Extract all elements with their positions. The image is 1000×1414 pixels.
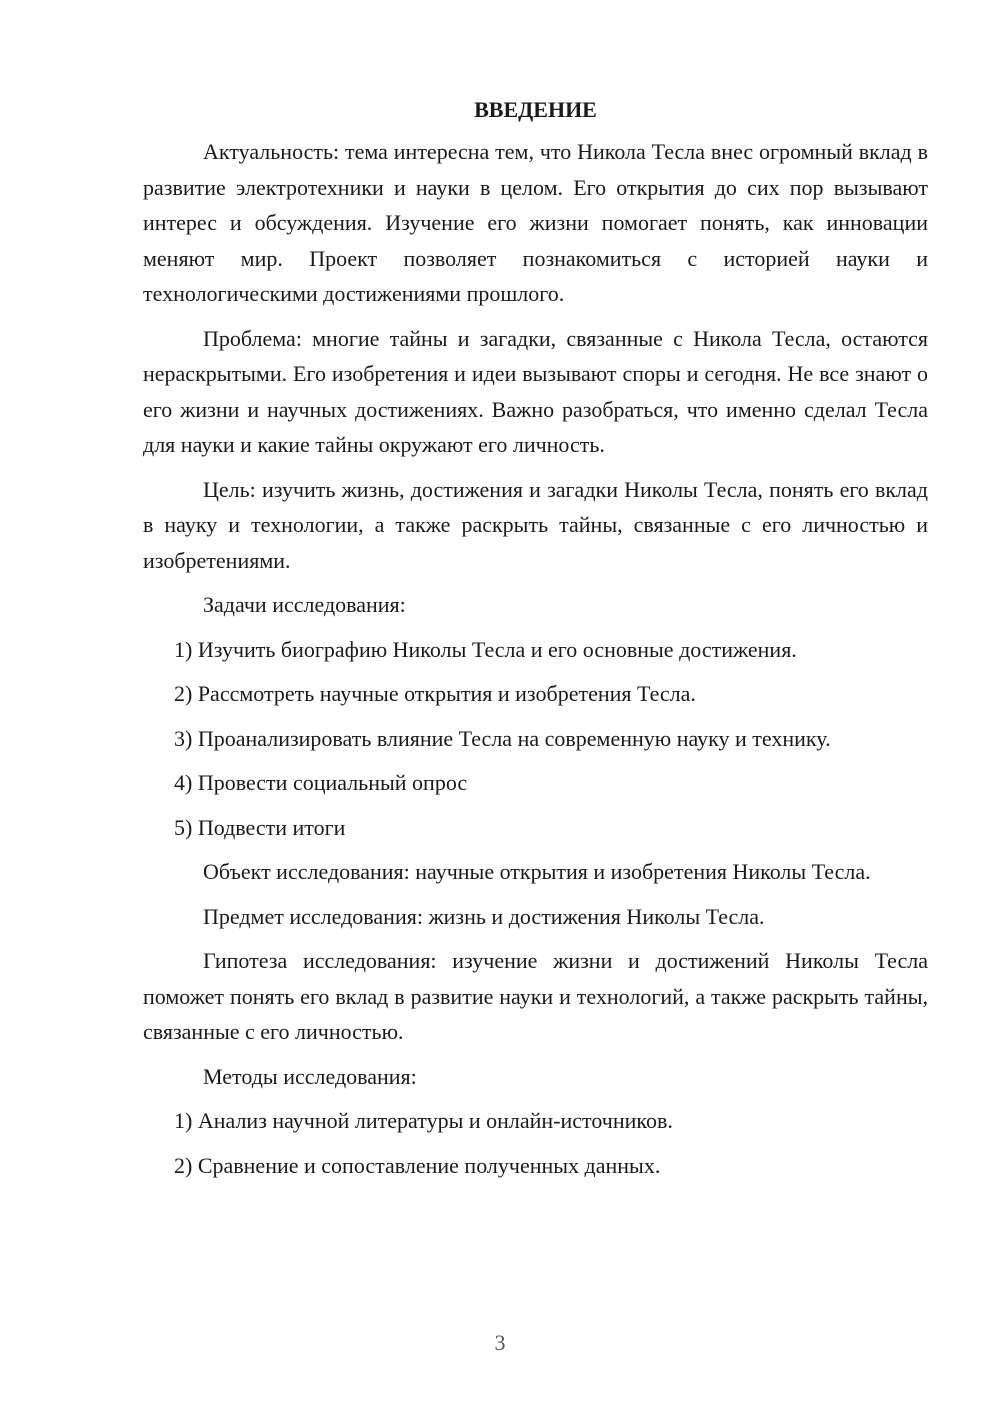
list-item: 1) Анализ научной литературы и онлайн-источников. <box>174 1108 673 1133</box>
methods-heading: Методы исследования: <box>203 1063 417 1089</box>
list-item: 2) Рассмотреть научные открытия и изобретения Тесла. <box>174 681 696 706</box>
list-item: 3) Проанализировать влияние Тесла на современную науку и технику. <box>174 725 831 751</box>
paragraph-object: Объект исследования: научные открытия и изобретения Николы Тесла. <box>203 859 871 884</box>
document-page <box>143 92 928 1192</box>
list-item: 4) Провести социальный опрос <box>174 770 468 795</box>
tasks-heading: Задачи исследования: <box>203 592 406 617</box>
paragraph-problem: Проблема: многие тайны и загадки, связанные с Никола Тесла, остаются нераскрытыми. Его изобретения и идеи вызывают споры и сегодня. Не все знают о его жизни и научных достижениях. Важно разобраться, что именно сделал Тесла для науки и какие тайны окружают его личность. <box>143 325 928 457</box>
page-number: 3 <box>494 1330 506 1355</box>
paragraph-goal: Цель: изучить жизнь, достижения и загадки Николы Тесла, понять его вклад в науку и технологии, а также раскрыть тайны, связанные с его личностью и изобретениями. <box>143 476 928 573</box>
paragraph-relevance: Актуальность: тема интересна тем, что Никола Тесла внес огромный вклад в развитие электротехники и науки в целом. Его открытия до сих пор вызывают интерес и обсуждения. Изучение его жизни помогает понять, как инновации меняют мир. Проект позволяет познакомиться с историей науки и технологическими достижениями прошлого. <box>143 139 928 306</box>
list-item: 5) Подвести итоги <box>174 814 346 840</box>
list-item: 2) Сравнение и сопоставление полученных данных. <box>174 1152 661 1178</box>
page-title: ВВЕДЕНИЕ <box>474 97 597 122</box>
paragraph-hypothesis: Гипотеза исследования: изучение жизни и достижений Николы Тесла поможет понять его вклад в развитие науки и технологий, а также раскрыть тайны, связанные с его личностью. <box>143 948 928 1044</box>
methods-list <box>143 1103 928 1183</box>
paragraph-subject: Предмет исследования: жизнь и достижения Николы Тесла. <box>203 903 765 929</box>
tasks-list <box>143 632 928 846</box>
list-item: 1) Изучить биографию Николы Тесла и его основные достижения. <box>174 636 797 662</box>
